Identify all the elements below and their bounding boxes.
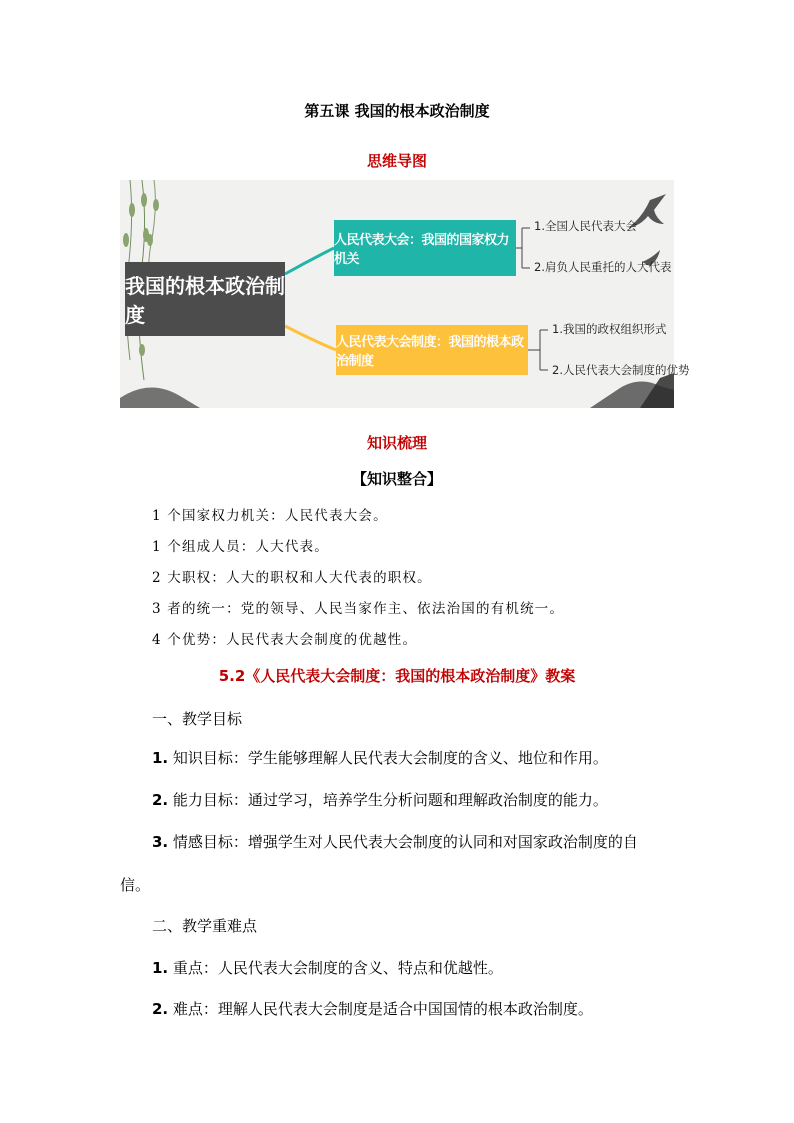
section-heading: 一、教学目标 <box>152 710 243 728</box>
mindmap-root: 我国的根本政治制度 <box>125 262 285 336</box>
objective-item-continuation: 信。 <box>120 876 151 894</box>
knowledge-item: 4 个优势：人民代表大会制度的优越性。 <box>152 632 418 648</box>
knowledge-heading: 知识梳理 <box>366 434 427 452</box>
item-number: 1. <box>152 959 169 977</box>
item-number: 2. <box>152 791 169 809</box>
knowledge-item: 1 个国家权力机关：人民代表大会。 <box>152 508 388 524</box>
objective-item <box>152 747 608 768</box>
mindmap-heading: 思维导图 <box>366 152 427 170</box>
item-number: 3. <box>152 833 169 851</box>
mindmap-leaf: 1.我国的政权组织形式 <box>552 322 667 336</box>
lesson-plan-title: 5.2《人民代表大会制度：我国的根本政治制度》教案 <box>218 667 576 685</box>
item-text: 情感目标：增强学生对人民代表大会制度的认同和对国家政治制度的自 <box>168 833 638 851</box>
integration-heading: 【知识整合】 <box>351 470 442 488</box>
item-text: 知识目标：学生能够理解人民代表大会制度的含义、地位和作用。 <box>168 749 608 767</box>
item-number: 2. <box>152 1000 169 1018</box>
mindmap-leaf: 2.人民代表大会制度的优势 <box>552 363 690 377</box>
objective-item <box>152 831 638 852</box>
item-number: 1. <box>152 749 169 767</box>
item-text: 重点：人民代表大会制度的含义、特点和优越性。 <box>168 959 503 977</box>
mindmap-branch-1: 人民代表大会：我国的国家权力机关 <box>334 220 516 276</box>
mindmap-leaf: 2.肩负人民重托的人大代表 <box>534 260 672 274</box>
knowledge-item: 1 个组成人员：人大代表。 <box>152 539 329 555</box>
knowledge-item: 2 大职权：人大的职权和人大代表的职权。 <box>152 570 432 586</box>
lesson-title: 第五课 我国的根本政治制度 <box>304 102 490 120</box>
item-text: 难点：理解人民代表大会制度是适合中国国情的根本政治制度。 <box>168 1000 593 1018</box>
mindmap-branch-2: 人民代表大会制度：我国的根本政治制度 <box>336 325 528 375</box>
objective-item <box>152 789 608 810</box>
section-heading: 二、教学重难点 <box>152 917 258 935</box>
keypoint-item <box>152 957 503 978</box>
mindmap-leaf: 1.全国人民代表大会 <box>534 219 637 233</box>
knowledge-item: 3 者的统一：党的领导、人民当家作主、依法治国的有机统一。 <box>152 601 565 617</box>
item-text: 能力目标：通过学习，培养学生分析问题和理解政治制度的能力。 <box>168 791 608 809</box>
mindmap-image <box>120 180 690 408</box>
keypoint-item <box>152 998 593 1019</box>
